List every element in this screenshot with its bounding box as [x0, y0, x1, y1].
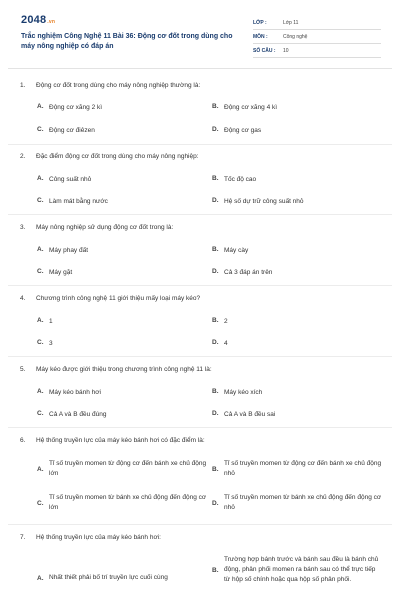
option-b[interactable]: B. Trường hợp bánh trước và bánh sau đều là bánh chủ động, phân phối momen ra bánh sau có thể trực tiếp từ hộp số chính hoặc qua hộp số phân phối.: [212, 556, 379, 583]
meta-subject-label: MÔN :: [253, 33, 268, 40]
question-text: Hệ thống truyền lực của máy kéo bánh hơi có đặc điểm là:: [36, 437, 205, 444]
question-text: Đặc điểm động cơ đốt trong dùng cho máy nông nghiệp:: [36, 153, 199, 160]
question-separator: [8, 524, 392, 525]
option-d[interactable]: D. Động cơ gas: [212, 126, 262, 134]
question-separator: [8, 144, 392, 145]
meta-count-value: 10: [283, 47, 289, 54]
question-text: Máy nông nghiệp sử dụng động cơ đốt trong là:: [36, 224, 174, 231]
quiz-title: Trắc nghiệm Công Nghệ 11 Bài 36: Động cơ đốt trong dùng cho máy nông nghiệp có đáp án: [21, 33, 233, 50]
page-header: [0, 0, 400, 68]
option-a[interactable]: A. Tỉ số truyền momen từ động cơ đến bánh xe chủ động lớn: [37, 460, 207, 477]
option-a[interactable]: A. Công suất nhỏ: [37, 175, 92, 183]
option-b[interactable]: B. Máy cày: [212, 246, 249, 254]
question-number: 5.: [20, 366, 26, 373]
option-d[interactable]: D. Hệ số dự trữ công suất nhỏ: [212, 197, 304, 205]
option-a[interactable]: A. Máy kéo bánh hơi: [37, 388, 101, 396]
option-a[interactable]: A. Động cơ xăng 2 kì: [37, 103, 103, 111]
option-a[interactable]: A. 1: [37, 317, 53, 325]
meta-count-row: [253, 44, 381, 58]
option-b[interactable]: B. Tỉ số truyền momen từ động cơ đến bánh xe chủ động nhỏ: [212, 460, 382, 477]
question-number: 4.: [20, 295, 26, 302]
meta-count-label: SỐ CÂU :: [253, 47, 276, 54]
question-separator: [8, 356, 392, 357]
question-text: Hệ thống truyền lực của máy kéo bánh hơi:: [36, 534, 161, 541]
meta-class-label: LỚP :: [253, 19, 267, 26]
question-number: 2.: [20, 153, 26, 160]
question-separator: [8, 427, 392, 428]
option-c[interactable]: C. Tỉ số truyền momen từ bánh xe chủ động đến động cơ lớn: [37, 494, 207, 511]
option-c[interactable]: C. Làm mát bằng nước: [37, 197, 108, 205]
option-a[interactable]: A. Máy phay đất: [37, 246, 89, 254]
option-d[interactable]: D. Cả 3 đáp án trên: [212, 268, 273, 276]
meta-class-row: [253, 16, 381, 30]
option-d[interactable]: D. Cả A và B đều sai: [212, 410, 276, 418]
question-number: 3.: [20, 224, 26, 231]
meta-subject-row: [253, 30, 381, 44]
option-c[interactable]: C. Cả A và B đều đúng: [37, 410, 107, 418]
option-c[interactable]: C. 3: [37, 339, 53, 347]
option-d[interactable]: D. 4: [212, 339, 228, 347]
question-text: Máy kéo được giới thiệu trong chương trình công nghệ 11 là:: [36, 366, 212, 373]
question-number: 1.: [20, 82, 26, 89]
option-b[interactable]: B. Máy kéo xích: [212, 388, 263, 396]
meta-class-value: Lớp 11: [283, 19, 299, 26]
quiz-meta: [253, 16, 381, 58]
question-number: 7.: [20, 534, 26, 541]
header-divider: [8, 68, 392, 69]
question-text: Động cơ đốt trong dùng cho máy nông nghiệp thường là:: [36, 82, 201, 89]
option-a[interactable]: A. Nhất thiết phải bố trí truyền lực cuối cùng: [37, 574, 168, 582]
option-b[interactable]: B. 2: [212, 317, 228, 325]
option-b[interactable]: B. Động cơ xăng 4 kì: [212, 103, 278, 111]
option-d[interactable]: D. Tỉ số truyền momen từ bánh xe chủ động đến động cơ nhỏ: [212, 494, 382, 511]
question-separator: [8, 285, 392, 286]
option-c[interactable]: C. Động cơ điêzen: [37, 126, 95, 134]
option-b[interactable]: B. Tốc độ cao: [212, 175, 257, 183]
question-number: 6.: [20, 437, 26, 444]
question-text: Chương trình công nghệ 11 giới thiệu mấy loại máy kéo?: [36, 295, 201, 302]
meta-subject-value: Công nghệ: [283, 33, 308, 40]
option-c[interactable]: C. Máy gặt: [37, 268, 73, 276]
question-separator: [8, 214, 392, 215]
site-logo[interactable]: 2048.vn: [21, 14, 56, 26]
